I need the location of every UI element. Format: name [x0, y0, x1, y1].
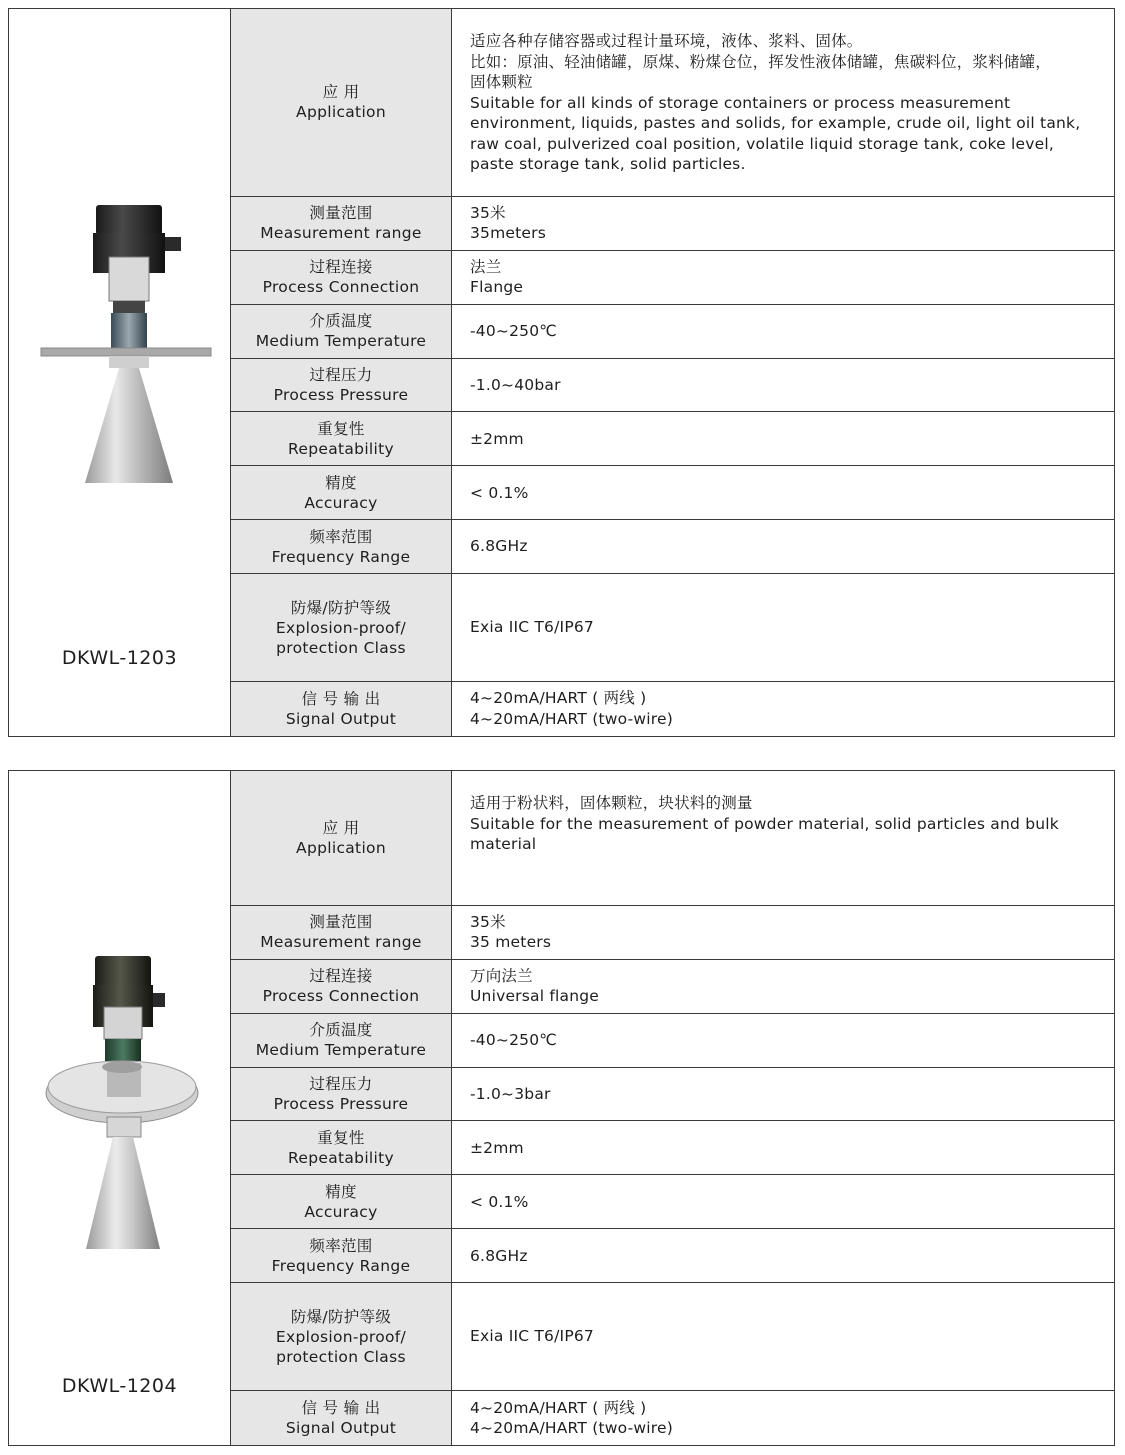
spec-grid [231, 771, 1114, 1445]
spec-row-application [231, 9, 1114, 197]
spec-label [231, 906, 452, 959]
spec-value-line: 比如：原油、轻油储罐，原煤、粉煤仓位，挥发性液体储罐，焦碳料位，浆料储罐， [470, 52, 1051, 71]
spec-label-en: Frequency Range [271, 1256, 411, 1275]
spec-value-line: 4~20mA/HART ( 两线 ) [470, 689, 647, 708]
spec-value [452, 574, 1114, 681]
spec-label-en: Explosion-proof/ [275, 618, 407, 637]
spec-label-cn: 过程连接 [309, 967, 373, 986]
spec-label-en: Process Connection [262, 987, 420, 1006]
spec-label-cn: 测量范围 [309, 913, 373, 932]
spec-row-repeatability [231, 1121, 1114, 1175]
spec-value-line: 4~20mA/HART ( 两线 ) [470, 1398, 647, 1417]
spec-row-medium-temperature [231, 1014, 1114, 1068]
spec-label [231, 520, 452, 573]
spec-value-line: -40~250℃ [470, 1030, 557, 1049]
spec-row-accuracy [231, 466, 1114, 520]
spec-value-line: 适用于粉状料，固体颗粒，块状料的测量 [470, 794, 753, 812]
spec-value-line: 4~20mA/HART (two-wire) [470, 1419, 673, 1438]
spec-value [452, 1391, 1114, 1445]
spec-label-cn: 应 用 [322, 818, 360, 837]
spec-value [452, 771, 1114, 905]
spec-label-en: Accuracy [304, 493, 378, 512]
spec-label [231, 9, 452, 196]
spec-value-line: 35米 [470, 912, 506, 931]
spec-value-line: 万向法兰 [470, 966, 533, 985]
spec-value [452, 1014, 1114, 1067]
spec-row-measurement-range [231, 906, 1114, 960]
spec-label [231, 197, 452, 250]
spec-value [452, 359, 1114, 412]
spec-row-explosion-protection-class [231, 574, 1114, 682]
spec-label-en: Frequency Range [271, 547, 411, 566]
spec-value-line: environment, liquids, pastes and solids, for example, crude oil, light oil tank, [470, 114, 1081, 132]
spec-value [452, 305, 1114, 358]
spec-value-line: Suitable for all kinds of storage containers or process measurement [470, 93, 1011, 112]
spec-label [231, 1068, 452, 1121]
spec-value [452, 1175, 1114, 1228]
spec-row-accuracy [231, 1175, 1114, 1229]
product-image-cell [9, 9, 231, 736]
spec-label-en: Accuracy [304, 1202, 378, 1221]
spec-label-cn: 防爆/防护等级 [290, 598, 392, 617]
spec-label [231, 359, 452, 412]
spec-value-line: ±2mm [470, 429, 524, 448]
spec-label-en: Signal Output [285, 709, 397, 728]
spec-row-application [231, 771, 1114, 906]
spec-value-line: 6.8GHz [470, 537, 528, 556]
spec-label-en: Explosion-proof/ [275, 1327, 407, 1346]
spec-label-cn: 精度 [325, 1182, 357, 1201]
spec-value-line: material [470, 835, 537, 853]
spec-label-en: Medium Temperature [255, 332, 427, 351]
spec-label-en: Measurement range [260, 933, 422, 952]
spec-row-process-pressure [231, 1068, 1114, 1122]
spec-label-en: Measurement range [260, 224, 422, 243]
spec-label [231, 1283, 452, 1390]
spec-value [452, 1229, 1114, 1282]
spec-value [452, 682, 1114, 736]
spec-value [452, 9, 1114, 196]
spec-label-cn: 过程连接 [309, 258, 373, 277]
spec-label-cn: 防爆/防护等级 [290, 1307, 392, 1326]
spec-label [231, 1229, 452, 1282]
spec-row-measurement-range [231, 197, 1114, 251]
spec-value-line: < 0.1% [470, 483, 529, 502]
spec-value-line: paste storage tank, solid particles. [470, 155, 746, 173]
spec-value [452, 251, 1114, 304]
spec-grid [231, 9, 1114, 736]
model-number: DKWL-1203 [61, 647, 178, 669]
spec-label [231, 412, 452, 465]
spec-label-en: Medium Temperature [255, 1041, 427, 1060]
spec-value-line: -40~250℃ [470, 321, 557, 340]
spec-label-cn: 重复性 [317, 419, 365, 438]
spec-label-cn: 信 号 输 出 [301, 689, 381, 708]
spec-label [231, 1014, 452, 1067]
spec-label-en: Process Pressure [273, 385, 409, 404]
spec-value [452, 906, 1114, 959]
spec-value-line: 6.8GHz [470, 1246, 528, 1265]
spec-label-en: Application [296, 838, 386, 857]
spec-label-cn: 频率范围 [309, 1236, 373, 1255]
spec-label [231, 251, 452, 304]
spec-label-en: Application [296, 103, 386, 122]
spec-row-signal-output [231, 682, 1114, 736]
spec-label [231, 305, 452, 358]
spec-label-cn: 过程压力 [309, 1075, 373, 1094]
spec-label-cn: 频率范围 [309, 527, 373, 546]
spec-label-cn: 介质温度 [309, 1021, 373, 1040]
spec-value-line: raw coal, pulverized coal position, volatile liquid storage tank, coke level, [470, 134, 1054, 153]
spec-value-line: -1.0~3bar [470, 1084, 551, 1103]
spec-label-en: Repeatability [288, 439, 394, 458]
spec-label-cn: 过程压力 [309, 365, 373, 384]
spec-value-line: -1.0~40bar [470, 375, 561, 394]
spec-value-line: Exia IIC T6/IP67 [470, 618, 594, 637]
spec-table-1 [8, 8, 1115, 737]
spec-label-en: Signal Output [285, 1419, 397, 1438]
spec-label-en: Process Connection [262, 278, 420, 297]
spec-value-line: 4~20mA/HART (two-wire) [470, 709, 673, 728]
spec-label-cn: 精度 [325, 473, 357, 492]
spec-label-cn: 应 用 [322, 83, 360, 102]
spec-label [231, 960, 452, 1013]
spec-label [231, 466, 452, 519]
spec-row-explosion-protection-class [231, 1283, 1114, 1391]
spec-row-signal-output [231, 1391, 1114, 1445]
spec-value-line: < 0.1% [470, 1192, 529, 1211]
radar-horn-universal-flange-image [9, 771, 230, 1447]
spec-value-line: 35米 [470, 203, 506, 222]
spec-value [452, 1068, 1114, 1121]
spec-value-line: 35meters [470, 224, 547, 243]
spec-label-cn: 介质温度 [309, 312, 373, 331]
spec-value [452, 1283, 1114, 1390]
spec-row-process-pressure [231, 359, 1114, 413]
spec-value-line: Suitable for the measurement of powder material, solid particles and bulk [470, 814, 1059, 833]
spec-value [452, 960, 1114, 1013]
spec-value-line: 固体颗粒 [470, 73, 533, 91]
spec-label [231, 1175, 452, 1228]
spec-label-en: Process Pressure [273, 1095, 409, 1114]
spec-value [452, 197, 1114, 250]
spec-label-cn: 信 号 输 出 [301, 1399, 381, 1418]
spec-label [231, 682, 452, 736]
spec-label [231, 574, 452, 681]
spec-value [452, 1121, 1114, 1174]
spec-value-line: Flange [470, 278, 524, 297]
spec-label [231, 771, 452, 905]
spec-value-line: 35 meters [470, 933, 552, 952]
spec-row-medium-temperature [231, 305, 1114, 359]
spec-label [231, 1121, 452, 1174]
spec-value-line: Universal flange [470, 987, 600, 1006]
spec-label-cn: 重复性 [317, 1128, 365, 1147]
spec-table-2 [8, 770, 1115, 1446]
radar-horn-flange-image [9, 9, 230, 738]
model-number: DKWL-1204 [61, 1375, 178, 1397]
spec-row-frequency-range [231, 1229, 1114, 1283]
spec-value-line: 适应各种存储容器或过程计量环境，液体、浆料、固体。 [470, 32, 863, 50]
spec-row-process-connection [231, 960, 1114, 1014]
spec-label-en: Repeatability [288, 1148, 394, 1167]
spec-value [452, 520, 1114, 573]
spec-value-line: Exia IIC T6/IP67 [470, 1327, 594, 1346]
spec-label-en-line2: protection Class [276, 638, 406, 657]
spec-row-process-connection [231, 251, 1114, 305]
spec-value [452, 412, 1114, 465]
spec-value [452, 466, 1114, 519]
spec-label [231, 1391, 452, 1445]
spec-row-repeatability [231, 412, 1114, 466]
spec-value-line: 法兰 [470, 257, 502, 276]
spec-label-en-line2: protection Class [276, 1347, 406, 1366]
spec-label-cn: 测量范围 [309, 204, 373, 223]
spec-value-line: ±2mm [470, 1138, 524, 1157]
product-image-cell [9, 771, 231, 1445]
spec-row-frequency-range [231, 520, 1114, 574]
